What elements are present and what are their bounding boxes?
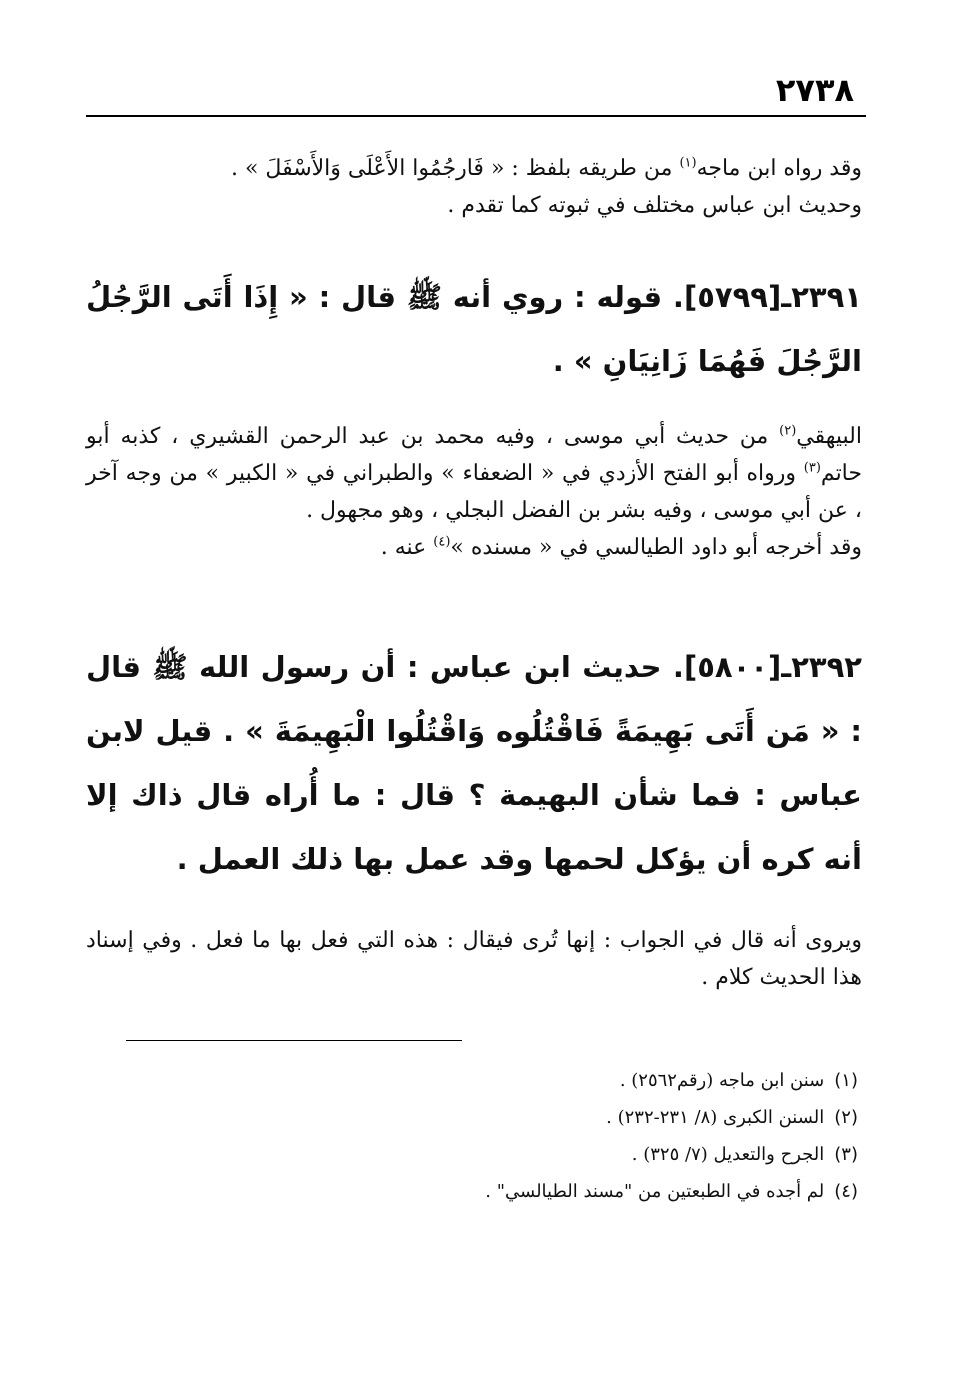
footnote-number: (٢): [834, 1107, 858, 1128]
header-rule: [86, 115, 866, 117]
paragraph-text: ويروى أنه قال في الجواب : إنها تُرى فيقال : هذه التي فعل بها ما فعل . وفي إسناد هذا الحديث كلام .: [86, 928, 862, 990]
footnote-text: لم أجده في الطبعتين من "مسند الطيالسي" .: [485, 1181, 825, 1202]
page-number: ٢٧٣٨: [775, 71, 854, 109]
footnotes: [120, 1062, 858, 1210]
footnote-ref-4: (٤): [433, 534, 451, 550]
paragraph-bayhaqi: [86, 418, 862, 566]
footnote-text: سنن ابن ماجه (رقم٢٥٦٢) .: [619, 1070, 825, 1091]
hadith-2391: [86, 265, 862, 393]
footnote-item: [120, 1173, 858, 1210]
footnote-ref-2: (٢): [779, 423, 797, 439]
paragraph-answer: [86, 922, 862, 996]
paragraph-text: [86, 418, 862, 529]
paragraph-line: [86, 150, 862, 187]
footnote-number: (٤): [834, 1181, 858, 1202]
paragraph-text: [86, 529, 862, 566]
footnote-number: (٣): [834, 1144, 858, 1165]
text-run: البيهقي: [796, 424, 862, 449]
text-run: وقد رواه ابن ماجه: [696, 156, 862, 181]
footnote-item: [120, 1062, 858, 1099]
footnote-item: [120, 1136, 858, 1173]
footnote-ref-3: (٣): [803, 460, 821, 476]
footnote-ref-1: (١): [679, 155, 697, 171]
footnote-text: السنن الكبرى (٨/ ٢٣١-٢٣٢) .: [606, 1107, 825, 1128]
hadith-text: ٢٣٩١ـ[٥٧٩٩]. قوله : روي أنه ﷺ قال : « إِذَا أَتَى الرَّجُلُ الرَّجُلَ فَهُمَا زَانِيَانِ » .: [86, 280, 862, 378]
text-run: ورواه أبو الفتح الأزدي في « الضعفاء » والطبراني في « الكبير » من وجه آخر ، عن أبي موسى ، وفيه بشر بن الفضل البجلي ، وهو مجهول .: [86, 461, 862, 523]
paragraph-line: وحديث ابن عباس مختلف في ثبوته كما تقدم .: [447, 193, 862, 218]
footnote-number: (١): [834, 1070, 858, 1091]
hadith-text: ٢٣٩٢ـ[٥٨٠٠]. حديث ابن عباس : أن رسول الله ﷺ قال : « مَن أَتَى بَهِيمَةً فَاقْتُلُوه وَاقْتُلُوا الْبَهِيمَةَ » . قيل لابن عباس : فما شأن البهيمة ؟ قال : ما أُراه قال ذاك إلا أنه كره أن يؤكل لحمها وقد عمل بها ذلك العمل .: [86, 650, 862, 876]
text-run: من طريقه بلفظ : « فَارجُمُوا الأَعْلَى وَالأَسْفَلَ » .: [230, 156, 680, 181]
text-run: وقد أخرجه أبو داود الطيالسي في « مسنده »: [450, 535, 862, 560]
text-run: من حديث أبي موسى ، وفيه محمد بن عبد الرحمن القشيري ، كذبه أبو حاتم: [86, 424, 862, 486]
text-run: عنه .: [380, 535, 434, 560]
footnote-rule: [126, 1040, 462, 1041]
hadith-2392: [86, 635, 862, 891]
paragraph-ibn-majah: [86, 150, 862, 224]
footnote-text: الجرح والتعديل (٧/ ٣٢٥) .: [631, 1144, 825, 1165]
footnote-item: [120, 1099, 858, 1136]
